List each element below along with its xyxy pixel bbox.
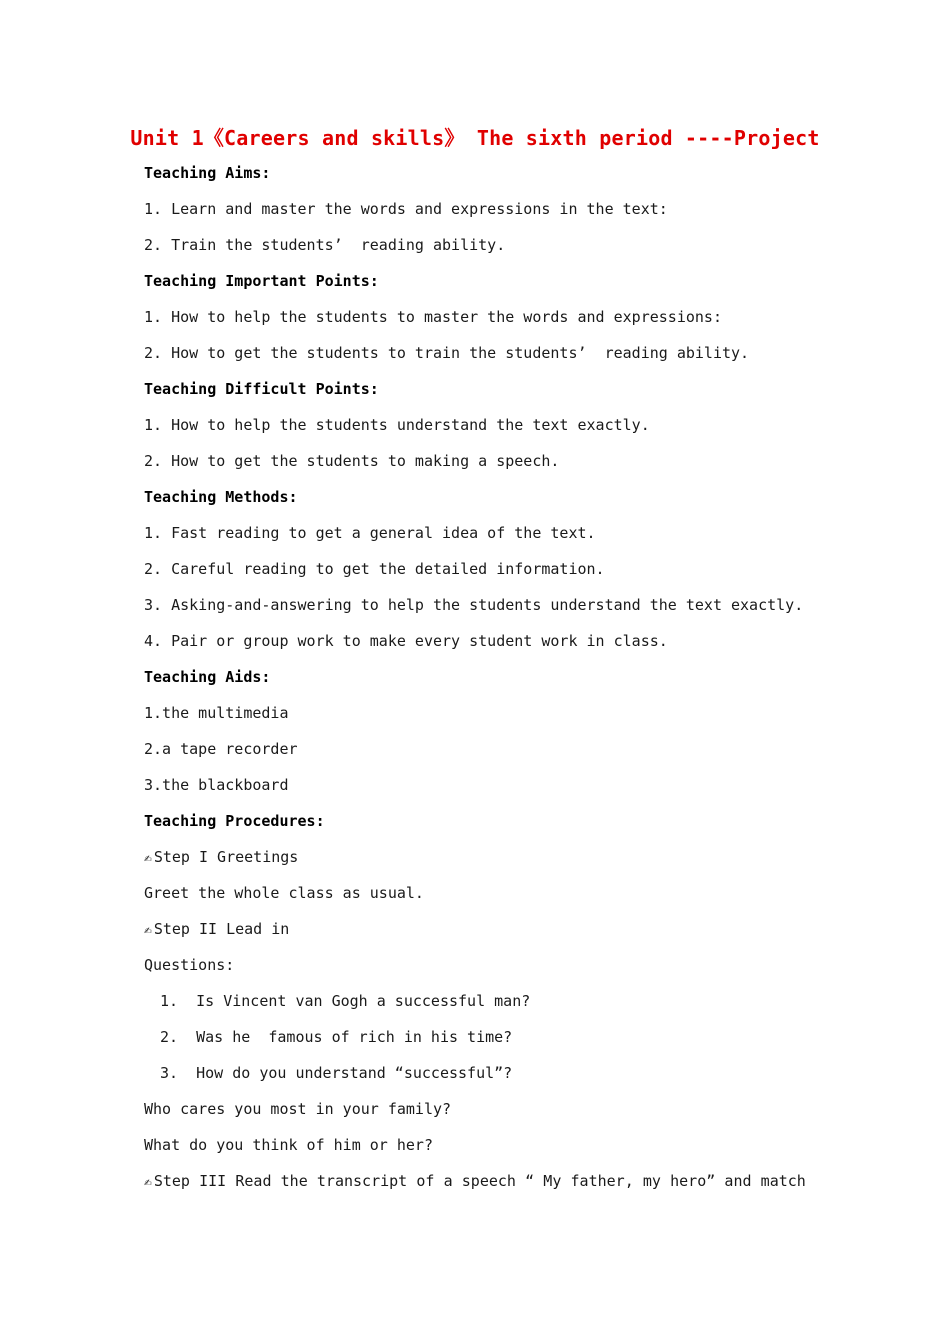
difficult-points-item: 2. How to get the students to making a speech. <box>144 452 560 470</box>
step-3-word-text: Step <box>153 1172 190 1190</box>
step-3-word: father, <box>570 1172 634 1190</box>
difficult-points-item: 1. How to help the students understand the text exactly. <box>144 416 650 434</box>
important-points-item: 1. How to help the students to master the words and expressions: <box>144 308 722 326</box>
aids-item: 2.a tape recorder <box>144 740 298 758</box>
question-item: 2. Was he famous of rich in his time? <box>160 1028 513 1046</box>
step-3-word: and <box>724 1172 752 1190</box>
methods-item: 1. Fast reading to get a general idea of the text. <box>144 524 596 542</box>
pointing-hand-icon: ✍ <box>144 923 152 938</box>
section-heading-aids: Teaching Aids: <box>144 668 271 686</box>
step-3-word <box>144 1166 190 1202</box>
step-1-text: Greet the whole class as usual. <box>144 884 424 902</box>
step-2-line <box>144 914 814 950</box>
aids-item: 3.the blackboard <box>144 776 289 794</box>
extra-question: What do you think of him or her? <box>144 1136 433 1154</box>
methods-item: 3. Asking-and-answering to help the students understand the text exactly. <box>144 596 804 614</box>
document-title: Unit 1《Careers and skills》 The sixth period ----Project <box>130 126 820 150</box>
step-3-word: transcript <box>316 1172 408 1190</box>
step-3-word: III <box>199 1172 227 1190</box>
methods-item: 2. Careful reading to get the detailed information. <box>144 560 605 578</box>
step-3-word: hero” <box>670 1172 716 1190</box>
extra-question: Who cares you most in your family? <box>144 1100 452 1118</box>
pointing-hand-icon: ✍ <box>144 1175 152 1190</box>
step-3-line <box>144 1166 806 1202</box>
section-heading-procedures: Teaching Procedures: <box>144 812 325 830</box>
section-heading-methods: Teaching Methods: <box>144 488 298 506</box>
section-heading-aims: Teaching Aims: <box>144 164 271 182</box>
step-3-word: My <box>543 1172 562 1190</box>
methods-item: 4. Pair or group work to make every student work in class. <box>144 632 668 650</box>
document-body <box>144 158 814 1202</box>
question-item: 1. Is Vincent van Gogh a successful man? <box>160 992 531 1010</box>
question-item: 3. How do you understand “successful”? <box>160 1064 513 1082</box>
step-3-word: match <box>760 1172 806 1190</box>
step-3-word: “ <box>525 1172 535 1190</box>
step-3-word: my <box>642 1172 661 1190</box>
section-heading-important-points: Teaching Important Points: <box>144 272 379 290</box>
step-3-word: the <box>280 1172 308 1190</box>
step-3-word: of <box>416 1172 435 1190</box>
section-heading-difficult-points: Teaching Difficult Points: <box>144 380 379 398</box>
step-3-word: Read <box>235 1172 272 1190</box>
aims-item: 1. Learn and master the words and expressions in the text: <box>144 200 668 218</box>
step-1-label: Step I Greetings <box>153 848 299 866</box>
aids-item: 1.the multimedia <box>144 704 289 722</box>
pointing-hand-icon: ✍ <box>144 851 152 866</box>
important-points-item: 2. How to get the students to train the students’ reading ability. <box>144 344 750 362</box>
step-3-word: a <box>443 1172 453 1190</box>
step-3-word: speech <box>461 1172 516 1190</box>
questions-label: Questions: <box>144 956 235 974</box>
step-1-line <box>144 842 814 878</box>
aims-item: 2. Train the students’ reading ability. <box>144 236 506 254</box>
step-2-label: Step II Lead in <box>153 920 290 938</box>
